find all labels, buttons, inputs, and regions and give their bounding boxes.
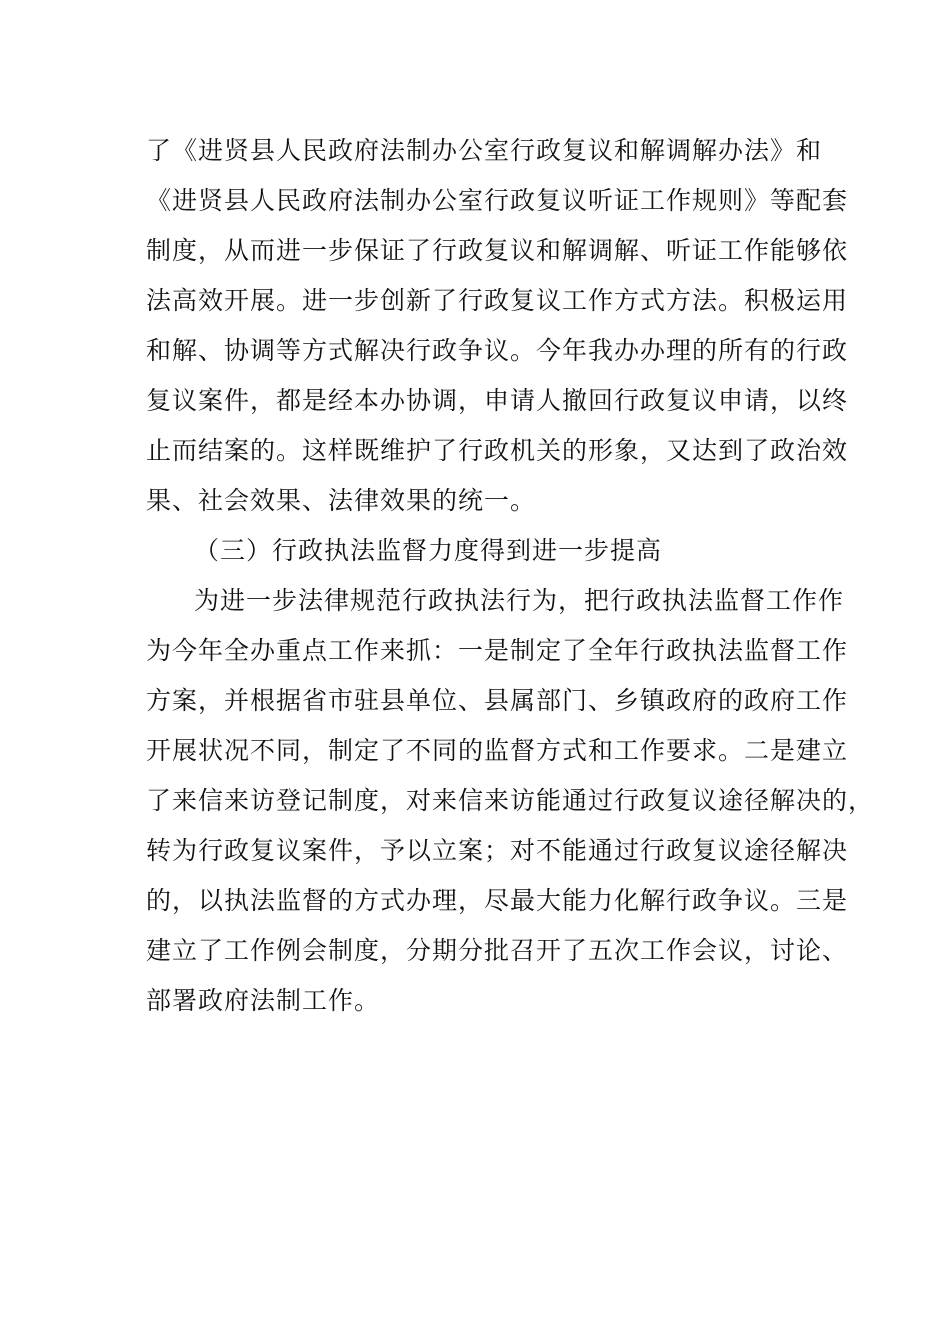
- paragraph-line: 了《进贤县人民政府法制办公室行政复议和解调解办法》和: [146, 136, 823, 165]
- paragraph-line: 为进一步法律规范行政执法行为，把行政执法监督工作作: [194, 586, 845, 615]
- paragraph-line: 为今年全办重点工作来抓：一是制定了全年行政执法监督工作: [146, 636, 849, 665]
- paragraph-line: 《进贤县人民政府法制办公室行政复议听证工作规则》等配套: [146, 186, 849, 215]
- paragraph-line: 方案，并根据省市驻县单位、县属部门、乡镇政府的政府工作: [146, 686, 849, 715]
- paragraph-line: 果、社会效果、法律效果的统一。: [146, 486, 537, 515]
- paragraph-line: 了来信来访登记制度，对来信来访能通过行政复议途径解决的，: [146, 786, 875, 815]
- paragraph-line: 止而结案的。这样既维护了行政机关的形象，又达到了政治效: [146, 436, 849, 465]
- section-heading: （三）行政执法监督力度得到进一步提高: [194, 536, 663, 565]
- paragraph-line: 制度，从而进一步保证了行政复议和解调解、听证工作能够依: [146, 236, 849, 265]
- paragraph-line: 法高效开展。进一步创新了行政复议工作方式方法。积极运用: [146, 286, 849, 315]
- paragraph-line: 部署政府法制工作。: [146, 986, 381, 1015]
- paragraph-line: 的，以执法监督的方式办理，尽最大能力化解行政争议。三是: [146, 886, 849, 915]
- paragraph-line: 建立了工作例会制度，分期分批召开了五次工作会议，讨论、: [146, 936, 849, 965]
- paragraph-line: 复议案件，都是经本办协调，申请人撤回行政复议申请，以终: [146, 386, 849, 415]
- paragraph-line: 开展状况不同，制定了不同的监督方式和工作要求。二是建立: [146, 736, 849, 765]
- paragraph-line: 和解、协调等方式解决行政争议。今年我办办理的所有的行政: [146, 336, 849, 365]
- paragraph-line: 转为行政复议案件，予以立案；对不能通过行政复议途径解决: [146, 836, 849, 865]
